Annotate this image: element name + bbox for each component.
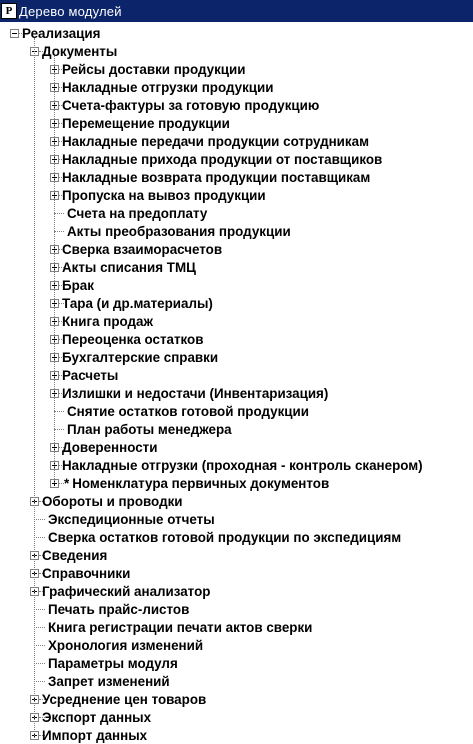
tree-node-label: Книга регистрации печати актов сверки xyxy=(48,619,313,635)
tree-connector xyxy=(54,231,64,232)
tree-node-label: Пропуска на вывоз продукции xyxy=(62,187,266,203)
tree-node-label: Запрет изменений xyxy=(48,673,170,689)
tree-node-doc-22[interactable] xyxy=(50,456,423,474)
module-tree[interactable] xyxy=(0,22,473,744)
tree-node-label: Бухгалтерские справки xyxy=(62,349,219,365)
tree-node-doc-17[interactable] xyxy=(50,366,118,384)
app-icon: P xyxy=(1,3,17,19)
starred-marker: * xyxy=(64,475,70,491)
tree-node-module-1[interactable] xyxy=(45,510,215,528)
tree-node-doc-5[interactable] xyxy=(50,150,382,168)
tree-node-label: Документы xyxy=(42,43,118,59)
tree-node-doc-23[interactable] xyxy=(50,474,329,492)
tree-node-module-11[interactable] xyxy=(30,690,206,708)
tree-node-doc-9[interactable] xyxy=(64,222,291,240)
tree-node-module-12[interactable] xyxy=(30,708,151,726)
tree-connector xyxy=(34,519,45,520)
tree-node-label: Накладные передачи продукции сотрудникам xyxy=(62,133,369,149)
tree-node-doc-13[interactable] xyxy=(50,294,213,312)
tree-node-doc-7[interactable] xyxy=(50,186,266,204)
title-bar xyxy=(0,0,473,22)
tree-node-label: Хронология изменений xyxy=(48,637,204,653)
tree-node-label: Сведения xyxy=(42,547,108,563)
tree-node-label: Снятие остатков готовой продукции xyxy=(67,403,309,419)
tree-node-label: Справочники xyxy=(42,565,131,581)
tree-node-label: Тара (и др.материалы) xyxy=(62,295,213,311)
tree-node-label: Накладные отгрузки (проходная - контроль сканером) xyxy=(62,457,423,473)
tree-node-module-3[interactable] xyxy=(30,546,107,564)
tree-node-doc-2[interactable] xyxy=(50,96,319,114)
tree-node-doc-3[interactable] xyxy=(50,114,230,132)
tree-node-label: Книга продаж xyxy=(62,313,153,329)
tree-node-label: Счета-фактуры за готовую продукцию xyxy=(62,97,320,113)
tree-node-label: Импорт данных xyxy=(42,727,148,743)
tree-node-label: Реализация xyxy=(22,25,101,41)
tree-node-label: План работы менеджера xyxy=(67,421,232,437)
tree-connector xyxy=(34,537,45,538)
tree-connector xyxy=(34,681,45,682)
tree-node-doc-1[interactable] xyxy=(50,78,273,96)
tree-node-label: Переоценка остатков xyxy=(62,331,204,347)
tree-node-label: Параметры модуля xyxy=(48,655,178,671)
tree-node-module-6[interactable] xyxy=(45,600,189,618)
collapse-minus-icon[interactable] xyxy=(10,29,19,38)
tree-node-label: Экспорт данных xyxy=(42,709,152,725)
tree-node-module-9[interactable] xyxy=(45,654,178,672)
tree-node-doc-18[interactable] xyxy=(50,384,328,402)
tree-node-doc-8[interactable] xyxy=(64,204,207,222)
tree-node-label: Печать прайс-листов xyxy=(48,601,190,617)
tree-node-label: Расчеты xyxy=(62,367,119,383)
tree-connector xyxy=(54,56,55,483)
tree-connector xyxy=(54,411,64,412)
tree-node-module-10[interactable] xyxy=(45,672,170,690)
tree-connector xyxy=(54,213,64,214)
tree-node-module-13[interactable] xyxy=(30,726,147,744)
window-title: Дерево модулей xyxy=(19,3,122,19)
tree-connector xyxy=(34,645,45,646)
tree-node-dokumenty[interactable] xyxy=(30,42,117,60)
tree-node-label: Перемещение продукции xyxy=(62,115,230,131)
tree-connector xyxy=(34,609,45,610)
tree-node-doc-15[interactable] xyxy=(50,330,203,348)
tree-node-label: Брак xyxy=(62,277,94,293)
tree-node-module-5[interactable] xyxy=(30,582,210,600)
tree-node-label: Акты преобразования продукции xyxy=(67,223,291,239)
tree-node-doc-10[interactable] xyxy=(50,240,222,258)
tree-node-doc-0[interactable] xyxy=(50,60,246,78)
tree-node-doc-6[interactable] xyxy=(50,168,370,186)
tree-node-doc-14[interactable] xyxy=(50,312,153,330)
tree-node-label: Сверка взаиморасчетов xyxy=(62,241,223,257)
tree-node-doc-11[interactable] xyxy=(50,258,196,276)
tree-node-label: Доверенности xyxy=(62,439,158,455)
tree-node-label: Усреднение цен товаров xyxy=(42,691,207,707)
tree-node-label: Номенклатура первичных документов xyxy=(72,475,330,491)
tree-connector xyxy=(54,429,64,430)
tree-node-doc-21[interactable] xyxy=(50,438,157,456)
tree-node-label: Накладные прихода продукции от поставщиков xyxy=(62,151,383,167)
tree-node-label: Акты списания ТМЦ xyxy=(62,259,196,275)
tree-connector xyxy=(34,663,45,664)
tree-node-label: Излишки и недостачи (Инвентаризация) xyxy=(62,385,329,401)
tree-node-doc-12[interactable] xyxy=(50,276,94,294)
tree-node-realizaciya[interactable] xyxy=(10,24,100,42)
tree-node-label: Обороты и проводки xyxy=(42,493,183,509)
tree-node-label: Экспедиционные отчеты xyxy=(48,511,215,527)
tree-node-label: Рейсы доставки продукции xyxy=(62,61,246,77)
tree-node-doc-16[interactable] xyxy=(50,348,218,366)
tree-node-doc-20[interactable] xyxy=(64,420,232,438)
tree-node-label: Счета на предоплату xyxy=(67,205,208,221)
tree-connector xyxy=(34,38,35,740)
tree-node-module-8[interactable] xyxy=(45,636,203,654)
tree-connector xyxy=(34,627,45,628)
tree-node-label: Сверка остатков готовой продукции по экспедициям xyxy=(48,529,402,545)
tree-node-doc-4[interactable] xyxy=(50,132,369,150)
tree-node-doc-19[interactable] xyxy=(64,402,309,420)
tree-node-module-7[interactable] xyxy=(45,618,312,636)
tree-node-label: Накладные отгрузки продукции xyxy=(62,79,274,95)
tree-node-module-4[interactable] xyxy=(30,564,130,582)
tree-node-label: Графический анализатор xyxy=(42,583,211,599)
tree-node-label: Накладные возврата продукции поставщикам xyxy=(62,169,371,185)
tree-node-module-0[interactable] xyxy=(30,492,183,510)
tree-node-module-2[interactable] xyxy=(45,528,401,546)
